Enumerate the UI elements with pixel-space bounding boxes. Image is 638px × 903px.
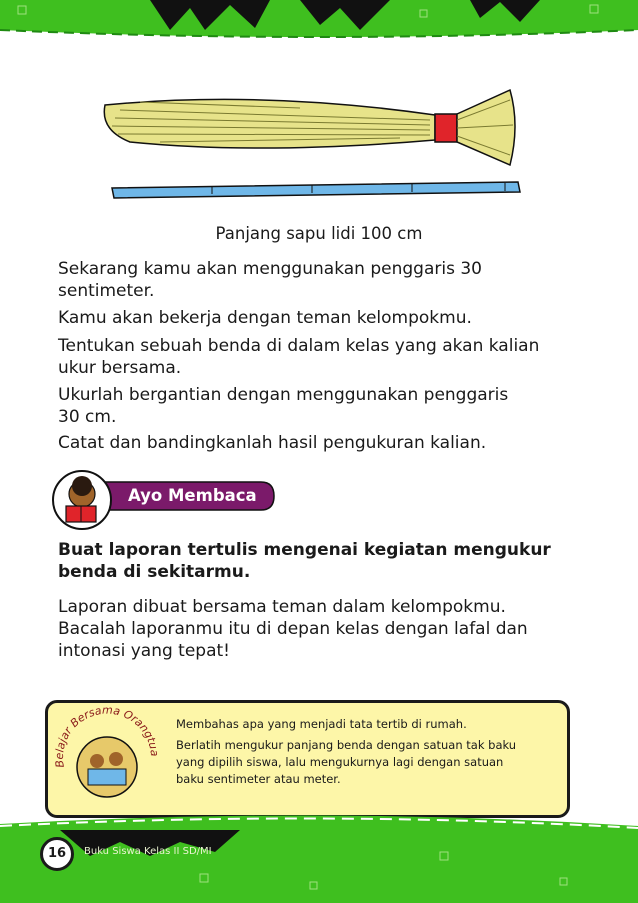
task-heading	[58, 539, 598, 583]
text-line: intonasi yang tepat!	[58, 641, 231, 661]
instruction-paragraph	[58, 258, 598, 302]
parent-note-line: baku sentimeter atau meter.	[176, 772, 341, 786]
illustration-caption: Panjang sapu lidi 100 cm	[215, 224, 423, 243]
parent-note-line: Membahas apa yang menjadi tata tertib di rumah.	[176, 717, 467, 731]
broom-and-ruler-illustration	[100, 70, 540, 215]
text-line: Sekarang kamu akan menggunakan penggaris 30	[58, 259, 482, 279]
text-line: Tentukan sebuah benda di dalam kelas yang akan kalian	[58, 336, 540, 356]
ruler-illustration	[112, 182, 520, 198]
instruction-paragraph	[58, 432, 598, 454]
instruction-paragraph	[58, 307, 598, 329]
footer-book-title: Buku Siswa Kelas II SD/MI	[84, 846, 212, 857]
text-line: Kamu akan bekerja dengan teman kelompokmu.	[58, 308, 472, 328]
belajar-bersama-orangtua-logo	[50, 705, 162, 815]
footer-banner	[0, 812, 638, 903]
parent-note-line: yang dipilih siswa, lalu mengukurnya lagi dengan satuan	[176, 755, 504, 769]
instruction-paragraph	[58, 384, 598, 428]
parent-note-line: Berlatih mengukur panjang benda dengan satuan tak baku	[176, 738, 517, 752]
header-banner	[0, 0, 638, 40]
text-line: Laporan dibuat bersama teman dalam kelompokmu.	[58, 597, 506, 617]
text-line: sentimeter.	[58, 281, 155, 301]
text-line: Buat laporan tertulis mengenai kegiatan mengukur	[58, 540, 551, 560]
page-number: 16	[40, 837, 74, 871]
svg-text:Belajar Bersama Orangtua: Belajar Bersama Orangtua	[52, 705, 162, 769]
text-line: 30 cm.	[58, 407, 117, 427]
text-line: ukur bersama.	[58, 358, 182, 378]
section-title: Ayo Membaca	[128, 486, 257, 505]
text-line: Catat dan bandingkanlah hasil pengukuran kalian.	[58, 433, 487, 453]
task-paragraph	[58, 596, 598, 662]
text-line: Ukurlah bergantian dengan menggunakan penggaris	[58, 385, 509, 405]
instruction-paragraph	[58, 335, 598, 379]
text-line: Bacalah laporanmu itu di depan kelas dengan lafal dan	[58, 619, 528, 639]
broom-illustration	[104, 90, 515, 165]
text-line: benda di sekitarmu.	[58, 562, 251, 582]
